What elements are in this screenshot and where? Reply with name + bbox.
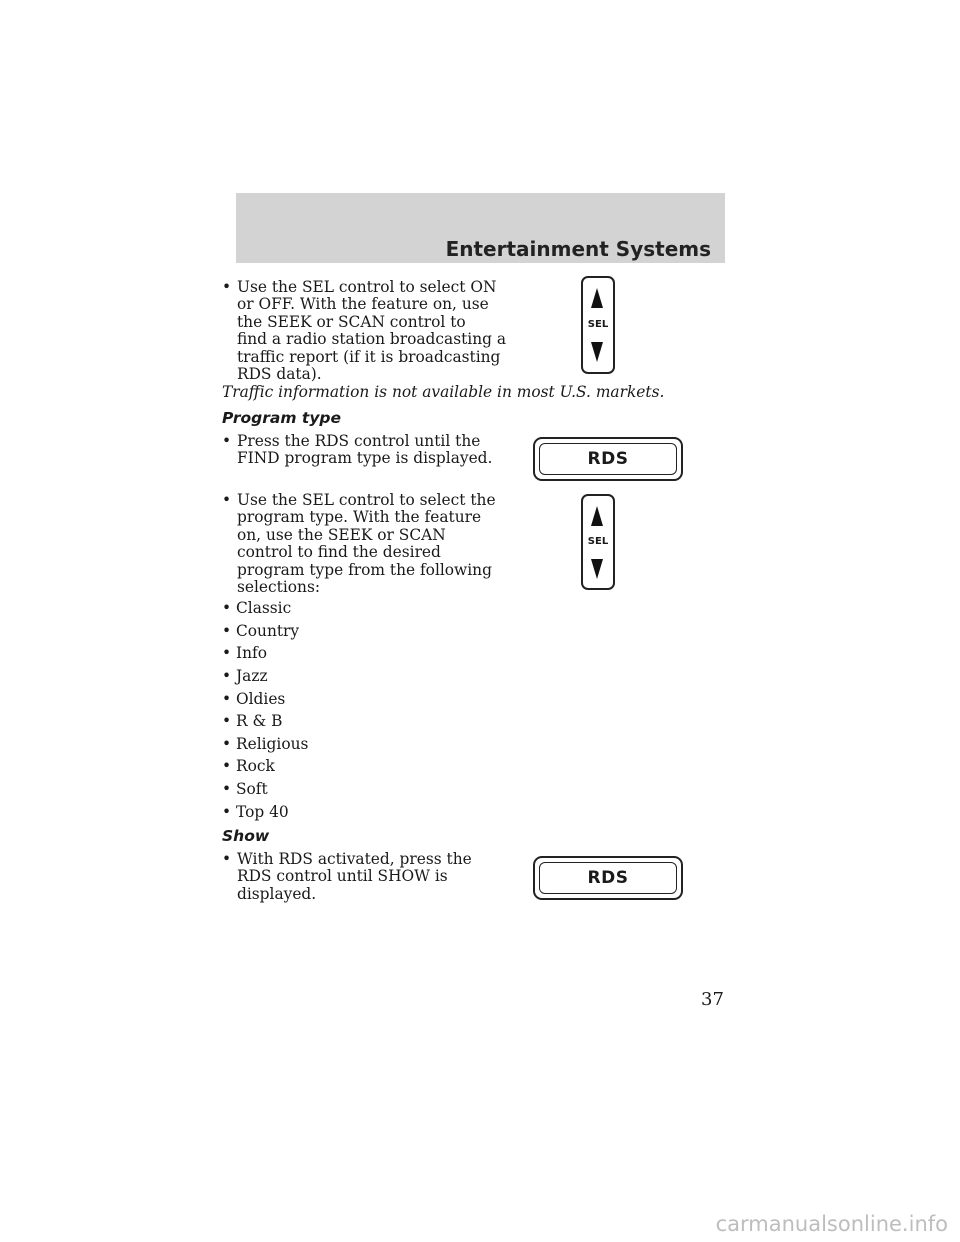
text-line: RDS control until SHOW is	[237, 867, 448, 886]
bullet-marker: •	[222, 735, 232, 753]
text-line: the SEEK or SCAN control to	[237, 312, 466, 331]
bullet-marker: •	[222, 850, 232, 868]
text-line: Press the RDS control until the	[237, 432, 481, 450]
selection-item	[222, 690, 285, 708]
sel-label: SEL	[587, 319, 609, 330]
traffic-note: Traffic information is not available in most U.S. markets.	[222, 383, 665, 401]
show-bullet-text	[237, 851, 472, 903]
arrow-down-icon	[591, 342, 603, 362]
bullet-marker: •	[222, 667, 232, 685]
selection-item	[222, 644, 267, 662]
selection-item	[222, 599, 291, 617]
text-line: program type. With the feature	[237, 508, 482, 527]
selection-label: Soft	[236, 780, 268, 798]
text-line: selections:	[237, 578, 321, 597]
watermark: carmanualsonline.info	[715, 1212, 948, 1236]
rds-control-icon	[533, 856, 683, 900]
text-line: find a radio station broadcasting a	[237, 330, 507, 349]
program-type-bullet1-text	[237, 433, 492, 468]
selection-label: Oldies	[236, 690, 286, 708]
program-type-heading: Program type	[222, 409, 342, 427]
selection-label: Info	[236, 644, 267, 662]
bullet-marker: •	[222, 803, 232, 821]
bullet-marker: •	[222, 780, 232, 798]
selection-label: Top 40	[236, 803, 289, 821]
rds-label: RDS	[539, 443, 677, 475]
program-type-bullet2-text	[237, 492, 496, 596]
text-line: on, use the SEEK or SCAN	[237, 525, 446, 544]
sel-label: SEL	[587, 536, 609, 547]
page-number: 37	[701, 989, 724, 1010]
selection-label: Country	[236, 622, 300, 640]
bullet-marker: •	[222, 644, 232, 662]
sel-control-icon	[581, 494, 615, 590]
text-line: Use the SEL control to select the	[237, 491, 496, 509]
selection-item	[222, 780, 268, 798]
bullet-marker: •	[222, 712, 232, 730]
selection-label: Religious	[236, 735, 309, 753]
show-heading: Show	[222, 827, 270, 845]
arrow-up-icon	[591, 506, 603, 526]
section-header-band	[236, 193, 725, 263]
selection-label: R & B	[236, 712, 283, 730]
selection-item	[222, 712, 282, 730]
selection-item	[222, 622, 299, 640]
text-line: traffic report (if it is broadcasting	[237, 347, 501, 366]
selection-item	[222, 667, 268, 685]
selection-label: Jazz	[236, 667, 268, 685]
selection-item	[222, 757, 275, 775]
bullet-marker: •	[222, 278, 232, 296]
text-line: program type from the following	[237, 560, 492, 579]
bullet-marker: •	[222, 690, 232, 708]
text-line: Use the SEL control to select ON	[237, 278, 497, 296]
bullet-marker: •	[222, 757, 232, 775]
selection-item	[222, 735, 308, 753]
sel-control-icon	[581, 276, 615, 374]
text-line: displayed.	[237, 884, 317, 903]
rds-control-icon	[533, 437, 683, 481]
text-line: control to find the desired	[237, 543, 441, 562]
traffic-bullet-text	[237, 279, 506, 383]
rds-label: RDS	[539, 862, 677, 894]
text-line: or OFF. With the feature on, use	[237, 295, 489, 314]
selection-label: Classic	[236, 599, 292, 617]
text-line: With RDS activated, press the	[237, 850, 472, 868]
section-title: Entertainment Systems	[445, 237, 711, 261]
selection-label: Rock	[236, 757, 275, 775]
arrow-down-icon	[591, 559, 603, 579]
bullet-marker: •	[222, 432, 232, 450]
arrow-up-icon	[591, 288, 603, 308]
text-line: FIND program type is displayed.	[237, 449, 493, 468]
selection-item	[222, 803, 289, 821]
bullet-marker: •	[222, 491, 232, 509]
bullet-marker: •	[222, 599, 232, 617]
text-line: RDS data).	[237, 365, 322, 384]
bullet-marker: •	[222, 622, 232, 640]
